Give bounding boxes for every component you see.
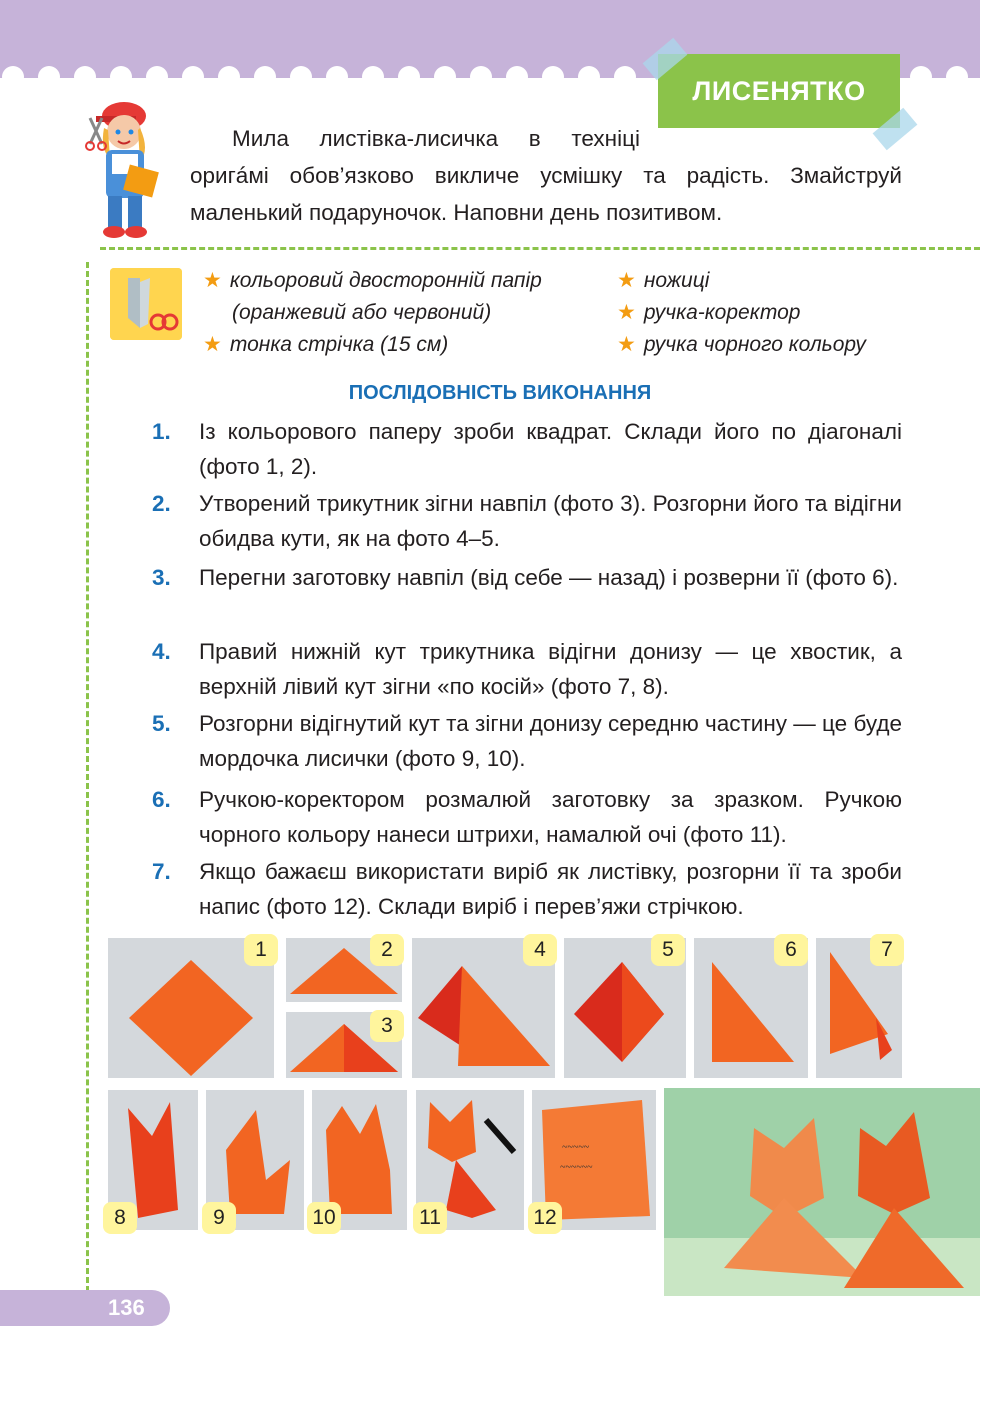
step-item: 2. Утворений трикутник зігни навпіл (фото 3). Розгорни його та відігни обидва кути, як на фото 4–5. <box>152 491 902 551</box>
photo-badge-9: 9 <box>202 1202 236 1234</box>
materials-right <box>617 265 866 361</box>
photo-badge-1: 1 <box>244 934 278 966</box>
photo-badge-11: 11 <box>413 1202 447 1234</box>
step-item: 3. Перегни заготовку навпіл (від себе — назад) і розверни її (фото 6). <box>152 565 899 590</box>
star-icon: ★ <box>617 301 636 324</box>
photo-badge-8: 8 <box>103 1202 137 1234</box>
finished-fox-photo <box>664 1088 980 1296</box>
step-item: 1. Із кольорового паперу зроби квадрат. Склади його по діагоналі (фото 1, 2). <box>152 419 902 479</box>
intro-rest: оригáмі обов’язково викличе усмішку та радість. Змайструй маленький подаруночок. Наповни день позитивом. <box>190 163 902 225</box>
step-item: 7. Якщо бажаєш використати виріб як листівку, розгорни її та зроби напис (фото 12). Склади виріб і перев’яжи стрічкою. <box>152 859 902 919</box>
section-divider <box>100 247 980 250</box>
scissors-icon <box>110 268 182 340</box>
material-item: ★ кольоровий двосторонній папір <box>203 269 542 292</box>
photo-badge-7: 7 <box>870 934 904 966</box>
material-item: ★ ручка-коректор <box>617 301 801 324</box>
margin-dashed-line <box>86 262 89 1292</box>
material-item: ★ ручка чорного кольору <box>617 333 866 356</box>
intro-first-line: Мила листівка-лисичка в техніці <box>232 126 640 151</box>
intro-paragraph <box>190 120 902 231</box>
step-item: 5. Розгорни відігнутий кут та зігни донизу середню частину — це буде мордочка лисички (фото 9, 10). <box>152 711 902 771</box>
photo-badge-3: 3 <box>370 1010 404 1042</box>
svg-text:~~~~~: ~~~~~ <box>562 1142 590 1153</box>
girl-mascot-illustration <box>82 88 172 246</box>
star-icon: ★ <box>203 333 222 356</box>
materials-left <box>203 265 542 361</box>
photo-badge-4: 4 <box>523 934 557 966</box>
photo-badge-10: 10 <box>307 1202 341 1234</box>
photo-badge-5: 5 <box>651 934 685 966</box>
photo-badge-6: 6 <box>774 934 808 966</box>
material-item-cont: (оранжевий або червоний) <box>232 301 492 324</box>
star-icon: ★ <box>617 333 636 356</box>
svg-text:~~~~~~: ~~~~~~ <box>560 1162 593 1173</box>
page-number: 136 <box>0 1290 170 1326</box>
step-item: 6. Ручкою-коректором розмалюй заготовку за зразком. Ручкою чорного кольору нанеси штрихи, намалюй очі (фото 11). <box>152 787 902 847</box>
sequence-heading: ПОСЛІДОВНІСТЬ ВИКОНАННЯ <box>348 382 652 404</box>
material-item: ★ тонка стрічка (15 см) <box>203 333 449 356</box>
lesson-title: ЛИСЕНЯТКО <box>658 54 900 128</box>
material-item: ★ ножиці <box>617 269 710 292</box>
photo-badge-12: 12 <box>528 1202 562 1234</box>
star-icon: ★ <box>203 269 222 292</box>
photo-badge-2: 2 <box>370 934 404 966</box>
step-item: 4. Правий нижній кут трикутника відігни донизу — це хвостик, а верхній лівий кут зігни «по косій» (фото 7, 8). <box>152 639 902 699</box>
star-icon: ★ <box>617 269 636 292</box>
